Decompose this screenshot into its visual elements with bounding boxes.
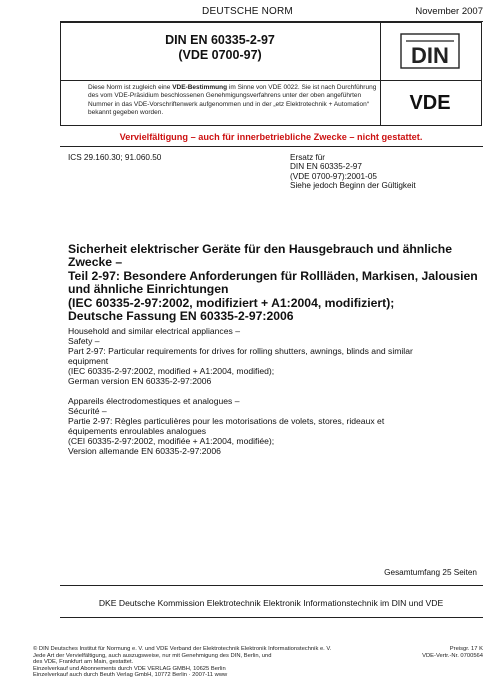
notice-intro: Diese Norm ist zugleich eine	[88, 84, 173, 91]
copyright-footer	[33, 646, 433, 679]
ersatz-line: Ersatz für	[290, 153, 326, 162]
vde-contract-number: VDE-Vertr.-Nr. 0700564	[422, 652, 483, 659]
title-line: équipements enroulables analogues	[68, 426, 207, 436]
footer-line: © DIN Deutsches Institut für Normung e. V. und VDE Verband der Elektrotechnik Elektronik Informationstechnik e. V.	[33, 646, 332, 652]
footer-line: Jede Art der Vervielfältigung, auch auszugsweise, nur mit Genehmigung des DIN, Berlin, und	[33, 652, 272, 659]
title-line: German version EN 60335-2-97:2006	[68, 376, 212, 386]
title-line: Safety –	[68, 336, 100, 346]
vde-logo-text: VDE	[409, 92, 451, 113]
norm-type: DEUTSCHE NORM	[202, 6, 293, 17]
footer-line: Einzelverkauf auch durch Beuth Verlag GmbH, 10772 Berlin · 2007-11 www	[33, 672, 228, 679]
warning-divider	[60, 146, 483, 147]
title-line: Sicherheit elektrischer Geräte für den Hausgebrauch und ähnliche	[68, 242, 453, 256]
ersatz-line: DIN EN 60335-2-97	[290, 162, 362, 172]
title-line: Sécurité –	[68, 406, 107, 416]
title-line: (IEC 60335-2-97:2002, modified + A1:2004, modified);	[68, 366, 275, 376]
price-info	[422, 646, 483, 659]
ersatz-line: Siehe jedoch Beginn der Gültigkeit	[290, 181, 416, 191]
ics-codes: ICS 29.160.30; 91.060.50	[68, 153, 162, 162]
vde-logo	[394, 91, 466, 113]
title-line: (CEI 60335-2-97:2002, modifiée + A1:2004, modifiée);	[68, 436, 275, 446]
standard-number	[60, 33, 380, 63]
title-line: Household and similar electrical appliances –	[68, 326, 240, 336]
ersatz-line: (VDE 0700-97):2001-05	[290, 171, 377, 181]
notice-rest: im Sinne von VDE 0022. Sie ist nach Durchführung des vom VDE-Präsidium beschlossenen Genehmigungsverfahrens unter der oben angeführten Nummer in das VDE-Vorschriftenwerk aufgenommen und in der „etz Elektrotechnik + Automation“ bekannt gegeben worden.	[88, 84, 377, 116]
title-line: Version allemande EN 60335-2-97:2006	[68, 446, 221, 456]
title-line: Deutsche Fassung EN 60335-2-97:2006	[68, 309, 294, 324]
din-standard-number: DIN EN 60335-2-97	[165, 33, 275, 47]
title-line: (IEC 60335-2-97:2002, modifiziert + A1:2004, modifiziert);	[68, 295, 395, 310]
notice-bold: VDE-Bestimmung	[172, 84, 228, 91]
vde-standard-number: (VDE 0700-97)	[178, 48, 262, 62]
title-line: Part 2-97: Particular requirements for drives for rolling shutters, awnings, blinds and similar	[68, 346, 413, 356]
title-french	[68, 396, 478, 456]
title-line: Appareils électrodomestiques et analogues –	[68, 396, 240, 406]
title-line: equipment	[68, 356, 109, 366]
dke-commission: DKE Deutsche Kommission Elektrotechnik Elektronik Informationstechnik im DIN und VDE	[98, 598, 444, 608]
dke-divider-top	[60, 585, 483, 586]
footer-line: des VDE, Frankfurt am Main, gestattet.	[33, 659, 134, 666]
title-line: Partie 2-97: Règles particulières pour les motorisations de volets, stores, rideaux et	[68, 416, 385, 426]
box-divider-horizontal	[60, 80, 482, 81]
footer-line: Einzelverkauf und Abonnements durch VDE VERLAG GMBH, 10625 Berlin	[33, 665, 226, 672]
title-line: Teil 2-97: Besondere Anforderungen für Rollläden, Markisen, Jalousien	[68, 268, 478, 283]
dke-divider-bottom	[60, 617, 483, 618]
box-divider-vertical	[380, 22, 381, 126]
title-german	[68, 243, 478, 323]
title-line: Zwecke –	[68, 255, 123, 270]
title-english	[68, 326, 478, 386]
vde-notice	[88, 84, 378, 117]
total-pages: Gesamtumfang 25 Seiten	[384, 568, 477, 577]
replacement-info	[290, 153, 416, 191]
price-group: Preisgr. 17 K	[449, 646, 483, 652]
copy-warning: Vervielfältigung – auch für innerbetriebliche Zwecke – nicht gestattet.	[119, 132, 423, 142]
din-logo-text: DIN	[411, 43, 449, 68]
title-line: und ähnliche Einrichtungen	[68, 282, 229, 297]
issue-date: November 2007	[415, 6, 483, 17]
din-logo	[400, 33, 460, 69]
